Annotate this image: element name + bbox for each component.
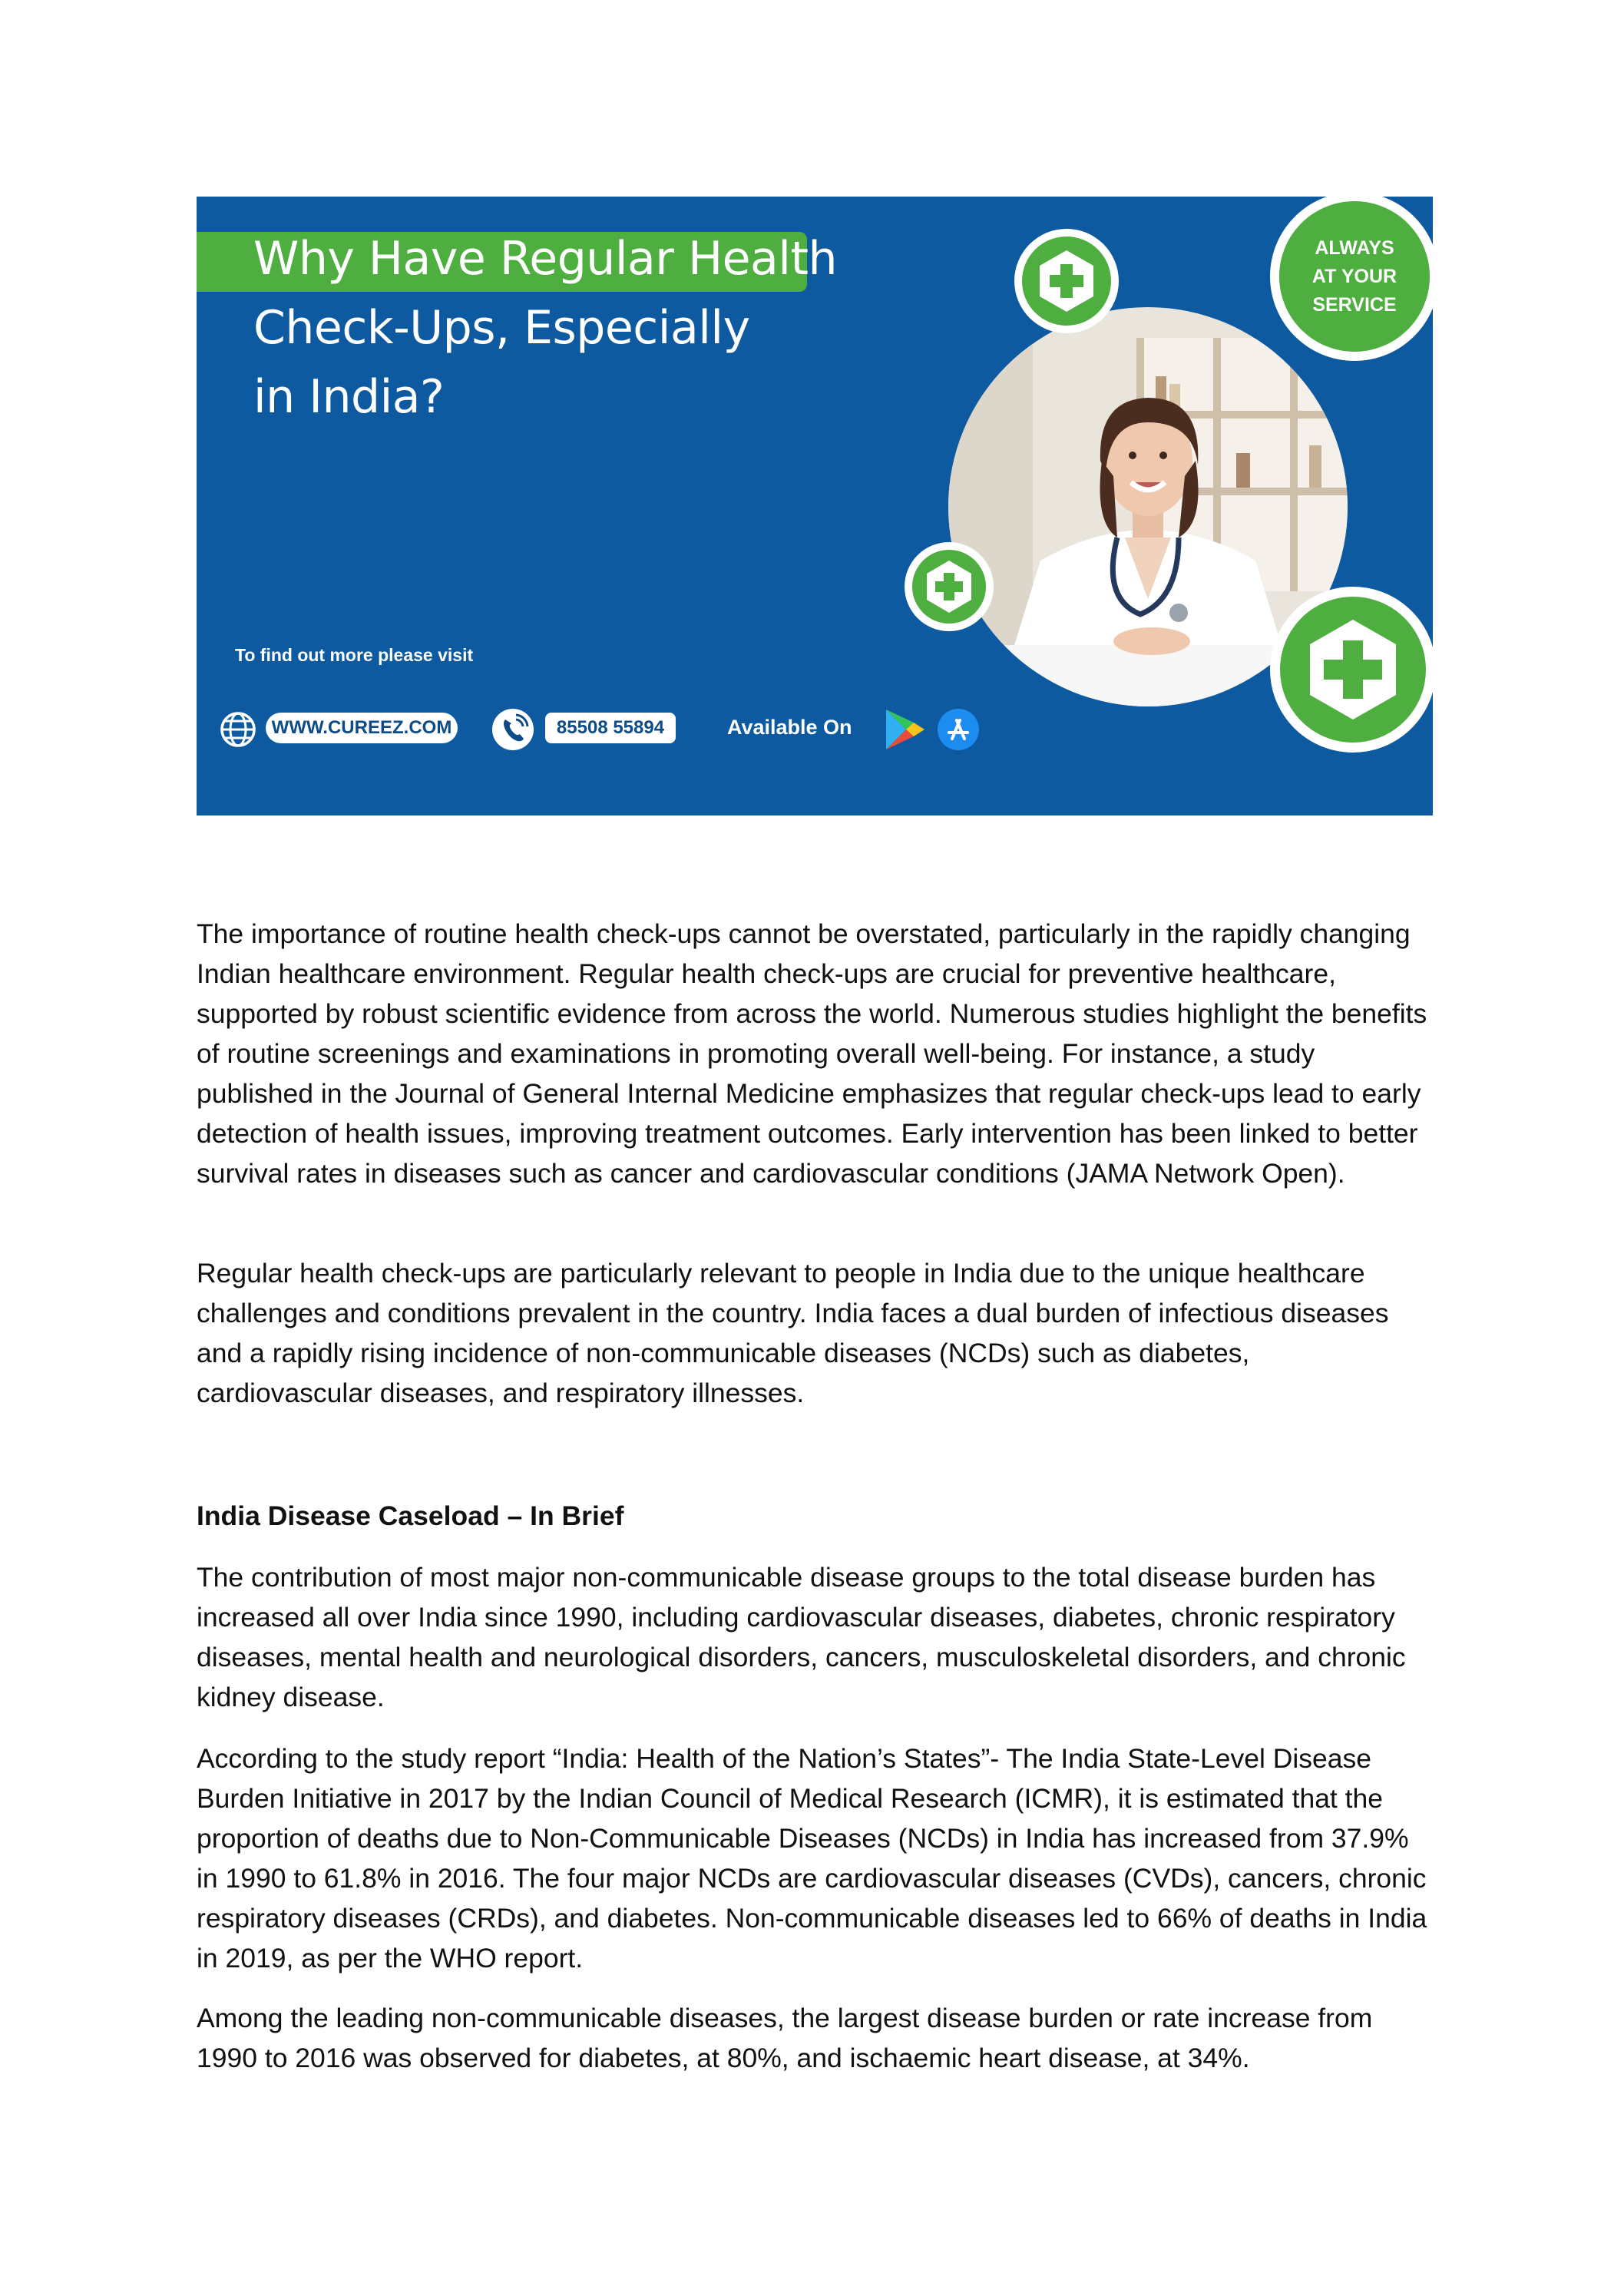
phone-icon xyxy=(491,708,534,755)
section-paragraph-1: The contribution of most major non-communicable disease groups to the total disease burden has increased all over India since 1990, including cardiovascular diseases, diabetes, chronic respiratory diseases, mental health and neurological disorders, cancers, musculoskeletal disorders, and chronic kidney disease. xyxy=(197,1562,1406,1712)
service-badge xyxy=(1270,197,1433,361)
title-line-2: Check-Ups, Especially xyxy=(253,301,750,355)
badge-line-3: SERVICE xyxy=(1312,293,1397,316)
medical-plus-icon-middle xyxy=(903,541,995,637)
title-line-3: in India? xyxy=(253,370,445,424)
title-line-1: Why Have Regular Health xyxy=(253,232,838,286)
medical-plus-icon-bottom xyxy=(1268,585,1433,758)
google-play-icon[interactable] xyxy=(885,708,924,755)
badge-line-2: AT YOUR xyxy=(1311,265,1397,287)
section-paragraph-2: According to the study report “India: Health of the Nation’s States”- The India State-Level Disease Burden Initiative in 2017 by the Indian Council of Medical Research (ICMR), it is estimated that the proportion of deaths due to Non-Communicable Diseases (NCDs) in India has increased from 37.9% in 1990 to 61.8% in 2016. The four major NCDs are cardiovascular diseases (CVDs), cancers, chronic respiratory diseases (CRDs), and diabetes. Non-communicable diseases led to 66% of deaths in India in 2019, as per the WHO report. xyxy=(197,1743,1427,1973)
website-link[interactable]: WWW.CUREEZ.COM xyxy=(266,713,458,743)
contact-row xyxy=(220,705,987,751)
badge-line-1: ALWAYS xyxy=(1315,237,1394,259)
medical-plus-icon-top xyxy=(1013,227,1120,339)
visit-text: To find out more please visit xyxy=(235,645,474,665)
section-paragraph-3: Among the leading non-communicable diseases, the largest disease burden or rate increase from 1990 to 2016 was observed for diabetes, at 80%, and ischaemic heart disease, at 34%. xyxy=(197,2003,1373,2073)
app-store-icon[interactable] xyxy=(937,708,980,755)
globe-icon xyxy=(220,711,256,752)
section-heading: India Disease Caseload – In Brief xyxy=(197,1500,624,1531)
intro-paragraph-2: Regular health check-ups are particularly relevant to people in India due to the unique healthcare challenges and conditions prevalent in the country. India faces a dual burden of infectious diseases and a rapidly rising incidence of non-communicable diseases (NCDs) such as diabetes, cardiovascular diseases, and respiratory illnesses. xyxy=(197,1258,1389,1408)
intro-paragraph-1: The importance of routine health check-ups cannot be overstated, particularly in the rapidly changing Indian healthcare environment. Regular health check-ups are crucial for preventive healthcare, supported by robust scientific evidence from across the world. Numerous studies highlight the benefits of routine screenings and examinations in promoting overall well-being. For instance, a study published in the Journal of General Internal Medicine emphasizes that regular check-ups lead to early detection of health issues, improving treatment outcomes. Early intervention has been linked to better survival rates in diseases such as cancer and cardiovascular conditions (JAMA Network Open). xyxy=(197,918,1427,1189)
phone-number[interactable]: 85508 55894 xyxy=(545,713,676,743)
hero-banner xyxy=(197,197,1433,816)
available-on-text: Available On xyxy=(727,716,852,739)
